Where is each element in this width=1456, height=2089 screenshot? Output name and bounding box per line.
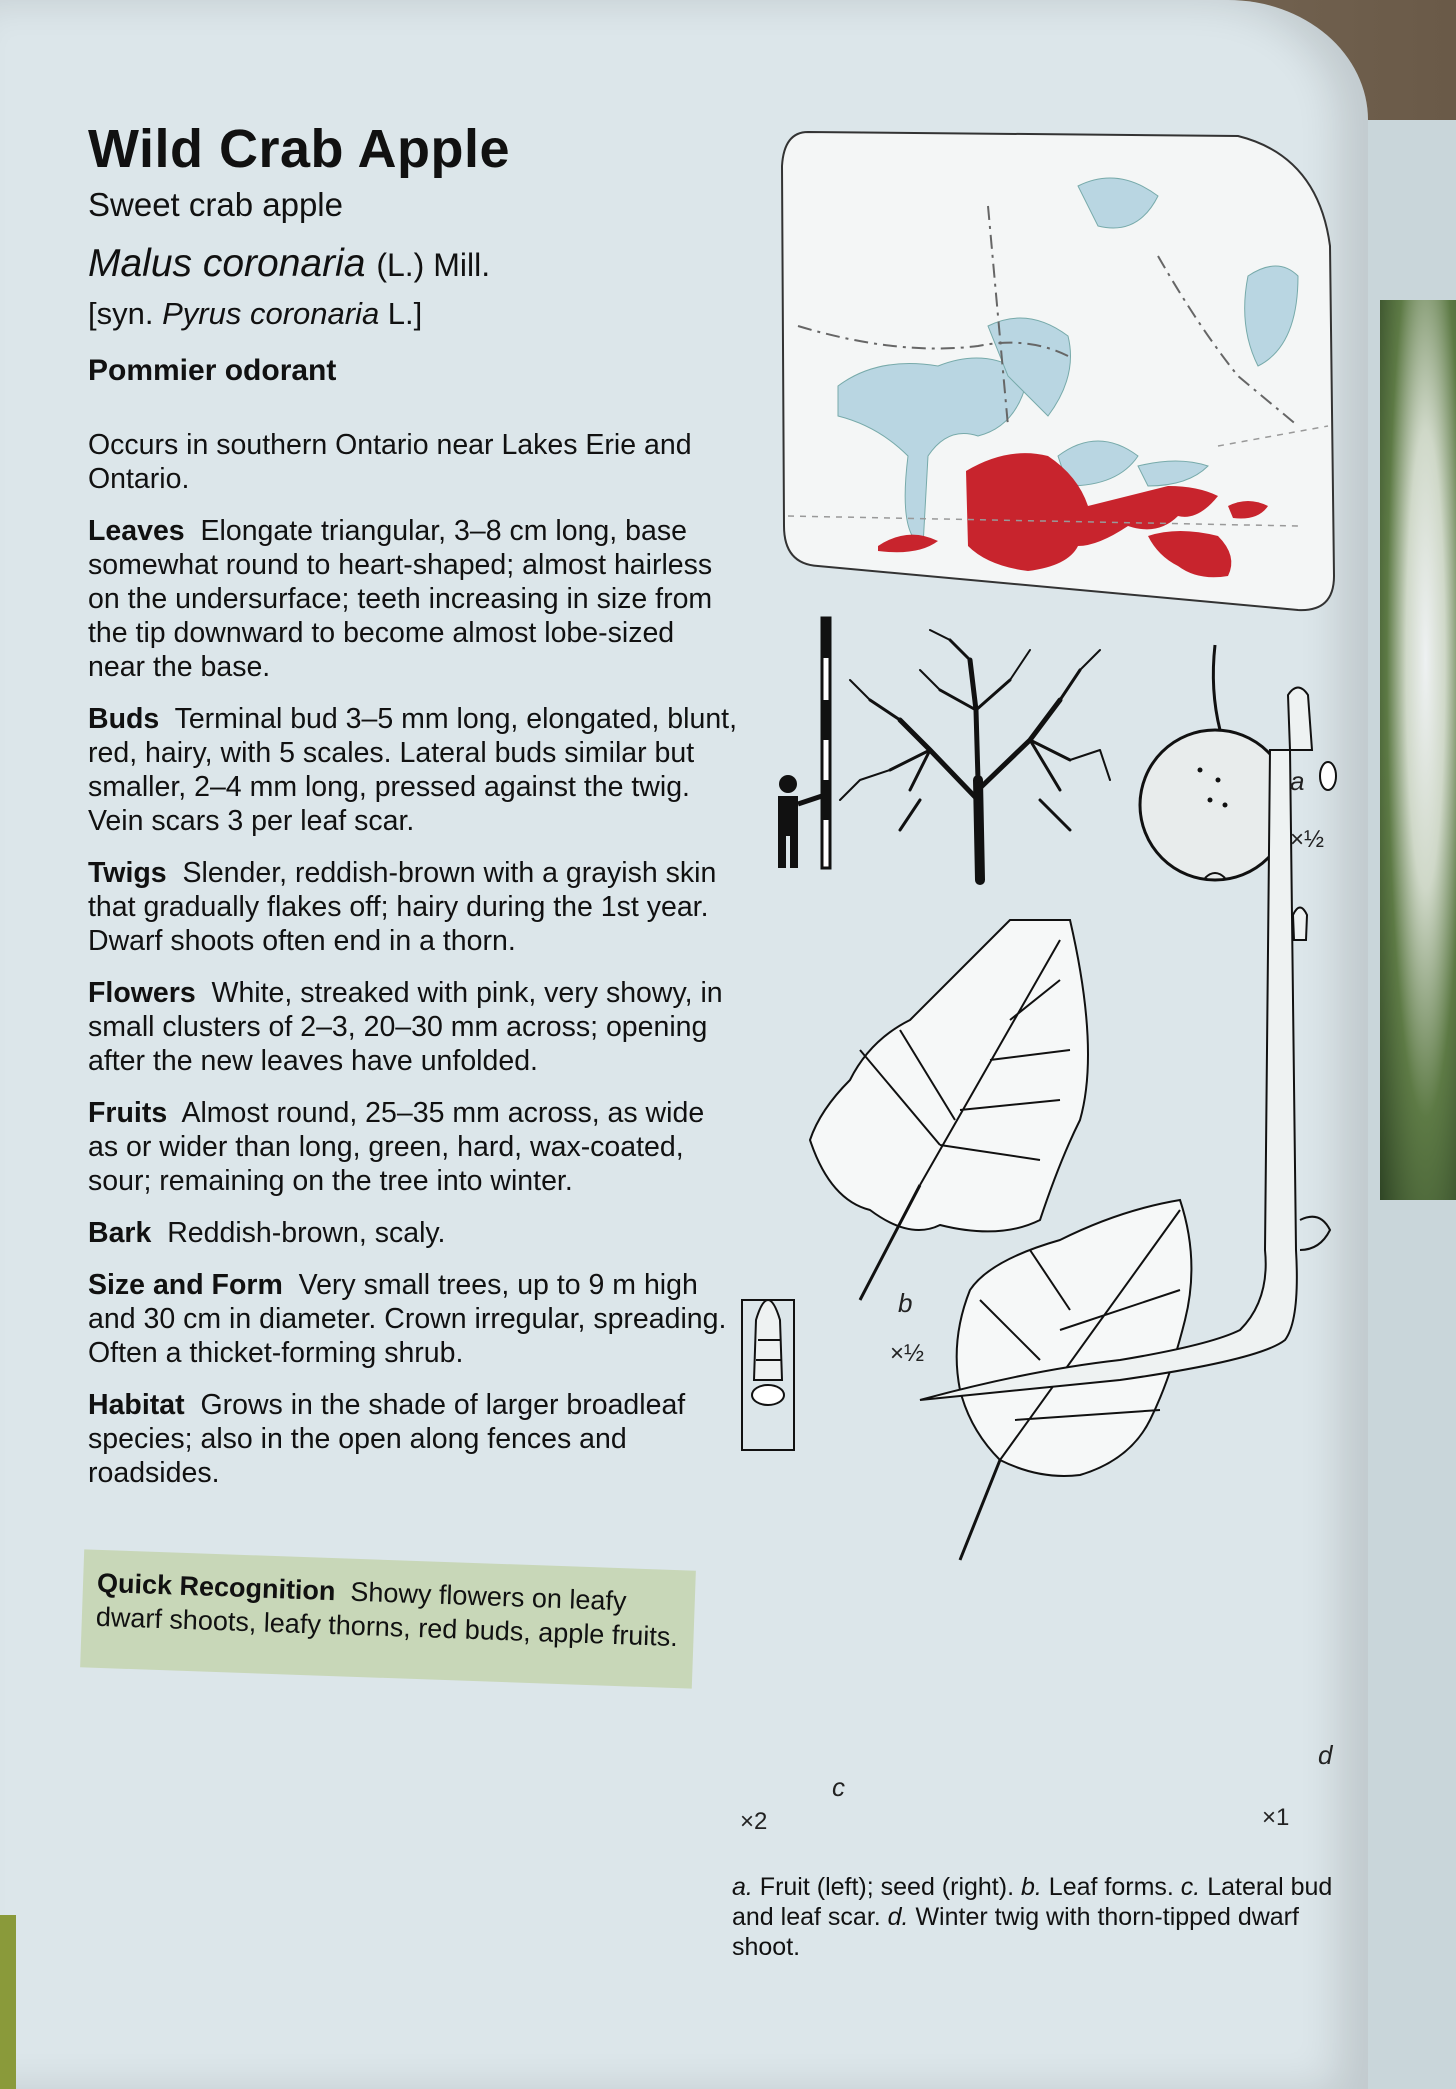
scale-leaf: ×½	[890, 1340, 925, 1367]
scale-fruit: ×½	[1290, 826, 1325, 853]
section-buds	[88, 702, 738, 838]
section-fruits	[88, 1096, 738, 1198]
label-b: b	[898, 1288, 913, 1318]
section-text: Slender, reddish-brown with a grayish skin that gradually flakes off; hairy during the 1st year. Dwarf shoots often end in a thorn.	[88, 857, 717, 957]
synonym	[88, 296, 422, 332]
section-twigs	[88, 856, 738, 958]
section-text: Grows in the shade of larger broadleaf species; also in the open along fences and roadsides.	[88, 1389, 686, 1489]
section-flowers	[88, 976, 738, 1078]
seed-icon	[1320, 762, 1336, 790]
botanical-illustrations	[740, 600, 1360, 1840]
caption-d-text: Winter twig with thorn-tipped dwarf shoot.	[732, 1903, 1299, 1961]
quick-recognition-heading: Quick Recognition	[96, 1567, 336, 1607]
section-text: Almost round, 25–35 mm across, as wide as or wider than long, green, hard, wax-coated, sour; remaining on the tree into winter.	[88, 1097, 705, 1197]
label-a: a	[1290, 766, 1305, 796]
scale-figure-icon	[778, 618, 830, 868]
intro-paragraph: Occurs in southern Ontario near Lakes Erie and Ontario.	[88, 429, 692, 495]
section-heading: Buds	[88, 703, 160, 735]
section-heading: Habitat	[88, 1389, 185, 1421]
caption-a-label: a.	[732, 1873, 753, 1901]
section-text: White, streaked with pink, very showy, in small clusters of 2–3, 20–30 mm across; opening after the new leaves have unfolded.	[88, 977, 723, 1077]
synonym-name: Pyrus coronaria	[162, 296, 380, 331]
scale-twig: ×1	[1262, 1804, 1290, 1831]
section-text: Very small trees, up to 9 m high and 30 cm in diameter. Crown irregular, spreading. Often a thicket-forming shrub.	[88, 1269, 727, 1369]
label-d: d	[1318, 1740, 1333, 1770]
section-text: Reddish-brown, scaly.	[167, 1217, 446, 1249]
alternate-common-name: Sweet crab apple	[88, 186, 343, 223]
range-map	[778, 126, 1338, 616]
tree-silhouette-icon	[840, 630, 1110, 880]
section-heading: Leaves	[88, 515, 185, 547]
facing-page-photo	[1380, 300, 1456, 1200]
leaf-upper-icon	[810, 920, 1088, 1300]
caption-d-label: d.	[887, 1903, 909, 1931]
section-habitat	[88, 1388, 738, 1490]
caption-c-text: Lateral bud and leaf scar.	[732, 1873, 1333, 1931]
scale-bud: ×2	[740, 1808, 768, 1835]
description	[88, 428, 738, 1508]
section-leaves	[88, 514, 738, 684]
label-c: c	[832, 1772, 845, 1802]
caption-b-label: b.	[1020, 1873, 1042, 1901]
section-heading: Twigs	[88, 857, 167, 889]
section-tab	[0, 1915, 16, 2089]
synonym-author: L.]	[379, 296, 423, 331]
species-title: Wild Crab Apple	[88, 119, 511, 179]
caption-c-label: c.	[1180, 1873, 1201, 1901]
quick-recognition-box	[80, 1549, 696, 1688]
french-name: Pommier odorant	[88, 354, 337, 387]
section-heading: Size and Form	[88, 1269, 283, 1301]
section-heading: Fruits	[88, 1097, 168, 1129]
section-text: Elongate triangular, 3–8 cm long, base somewhat round to heart-shaped; almost hairless on the undersurface; teeth increasing in size from the tip downward to become almost lobe-sized near the base.	[88, 515, 713, 683]
section-heading: Flowers	[88, 977, 196, 1009]
scientific-author: (L.) Mill.	[376, 247, 491, 283]
section-heading: Bark	[88, 1217, 152, 1249]
section-size-form	[88, 1268, 738, 1370]
scientific-name	[88, 242, 490, 286]
section-text: Terminal bud 3–5 mm long, elongated, blunt, red, hairy, with 5 scales. Lateral buds similar but smaller, 2–4 mm long, pressed against the twig. Vein scars 3 per leaf scar.	[88, 703, 738, 837]
section-bark	[88, 1216, 738, 1250]
quick-recognition-text: Showy flowers on leafy dwarf shoots, leafy thorns, red buds, apple fruits.	[95, 1576, 679, 1653]
caption-a-text: Fruit (left); seed (right).	[752, 1873, 1021, 1901]
lateral-bud-icon	[742, 1300, 794, 1450]
genus-species: Malus coronaria	[88, 242, 366, 285]
caption-b-text: Leaf forms.	[1041, 1873, 1181, 1901]
fruit-icon	[1140, 645, 1290, 880]
synonym-open: [syn.	[88, 296, 163, 331]
figure-caption	[732, 1872, 1358, 1962]
